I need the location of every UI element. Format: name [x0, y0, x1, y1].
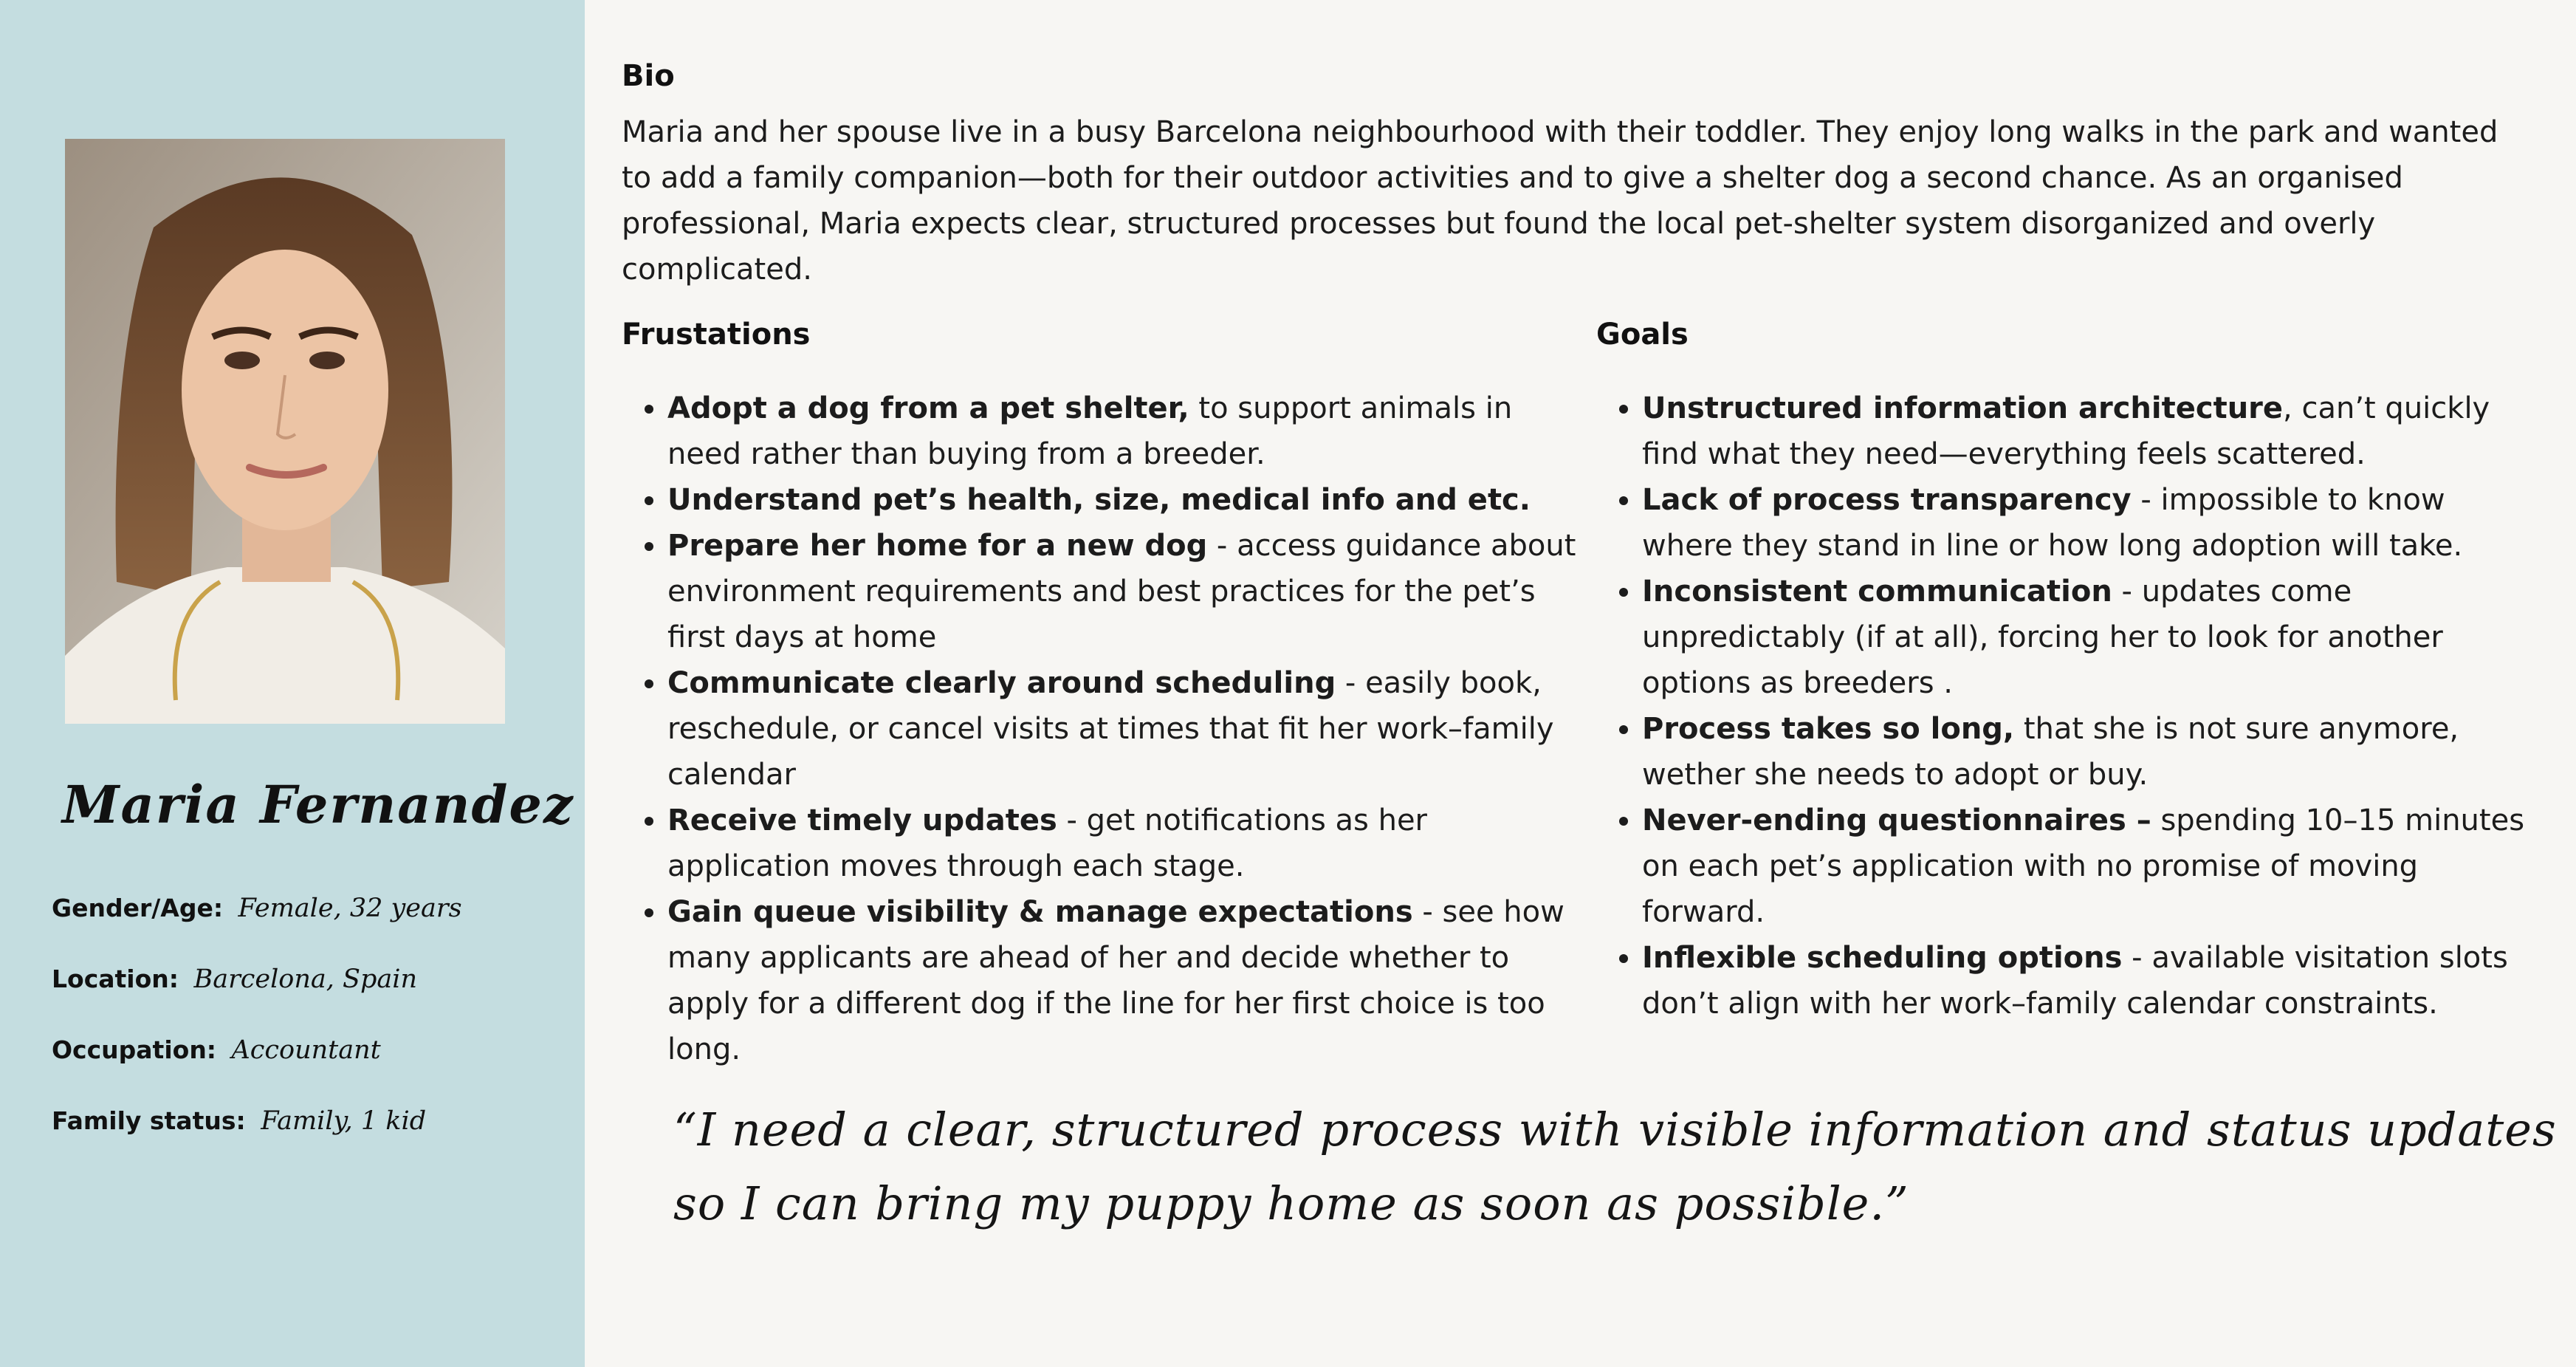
list-item [667, 386, 1590, 477]
list-item [1642, 706, 2543, 798]
item-bold: Prepare her home for a new dog [667, 529, 1208, 563]
item-bold: Inflexible scheduling options [1642, 941, 2123, 975]
list-item [1642, 569, 2543, 706]
profile-sidebar [0, 0, 585, 1367]
item-text: - easily book, reschedule, or cancel visits at times that fit her work–family calendar [667, 666, 1554, 792]
field-value: Female, 32 years [238, 894, 462, 923]
list-item [667, 798, 1590, 889]
item-text: - available visitation slots don’t align with her work–family calendar constraints. [1642, 941, 2508, 1021]
item-bold: Receive timely updates [667, 804, 1057, 837]
persona-name: Maria Fernandez [62, 774, 574, 835]
portrait-illustration [65, 139, 505, 724]
frustations-heading: Frustations [622, 318, 811, 352]
field-value: Accountant [231, 1035, 381, 1065]
item-bold: Communicate clearly around scheduling [667, 666, 1336, 700]
field-value: Family, 1 kid [261, 1106, 427, 1136]
item-text: to support animals in need rather than buying from a breeder. [667, 391, 1513, 471]
item-bold: Process takes so long, [1642, 712, 2015, 746]
item-text: - get notifications as her application moves through each stage. [667, 804, 1427, 883]
item-text: - access guidance about environment requirements and best practices for the pet’s first days at home [667, 529, 1576, 654]
bio-heading: Bio [622, 59, 675, 93]
list-item [1642, 386, 2543, 477]
field-value: Barcelona, Spain [193, 965, 418, 994]
item-text: - impossible to know where they stand in line or how long adoption will take. [1642, 483, 2463, 563]
list-item [667, 889, 1590, 1072]
field-label: Gender/Age: [52, 894, 224, 922]
list-item [1642, 798, 2543, 935]
bio-text: Maria and her spouse live in a busy Barcelona neighbourhood with their toddler. They enjoy long walks in the park and wanted to add a family companion—both for their outdoor activities and to give a shelter dog a second chance. As an organised professional, Maria expects clear, structured processes but found the local pet-shelter system disorganized and overly complicated. [622, 115, 2498, 287]
profile-photo [65, 139, 505, 724]
item-text: spending 10–15 minutes on each pet’s application with no promise of moving forward. [1642, 804, 2525, 929]
item-text: - see how many applicants are ahead of her and decide whether to apply for a different dog if the line for her first choice is too long. [667, 895, 1565, 1066]
item-text: - updates come unpredictably (if at all), forcing her to look for another options as breeders . [1642, 575, 2443, 700]
field-family-status [52, 1106, 426, 1136]
list-item [1642, 477, 2543, 569]
goals-list [1596, 386, 2543, 1027]
field-label: Occupation: [52, 1035, 217, 1064]
list-item [667, 660, 1590, 798]
item-bold: Adopt a dog from a pet shelter, [667, 391, 1189, 425]
item-bold: Lack of process transparency [1642, 483, 2132, 517]
item-text: , can’t quickly find what they need—everything feels scattered. [1642, 391, 2490, 471]
item-bold: Unstructured information architecture [1642, 391, 2284, 425]
goals-heading: Goals [1596, 318, 1689, 352]
item-text: that she is not sure anymore, wether she needs to adopt or buy. [1642, 712, 2459, 792]
field-gender-age [52, 894, 462, 923]
frustations-list [622, 386, 1590, 1072]
item-bold: Understand pet’s health, size, medical info and etc. [667, 483, 1531, 517]
field-label: Location: [52, 965, 179, 993]
item-bold: Gain queue visibility & manage expectations [667, 895, 1413, 929]
list-item [667, 523, 1590, 660]
list-item [667, 477, 1590, 523]
persona-quote: “I need a clear, structured process with visible information and status updates so I can bring my puppy home as soon as possible.” [673, 1103, 2557, 1230]
item-bold: Never-ending questionnaires – [1642, 804, 2151, 837]
field-label: Family status: [52, 1106, 246, 1135]
list-item [1642, 935, 2543, 1027]
item-bold: Inconsistent communication [1642, 575, 2112, 609]
field-occupation [52, 1035, 381, 1065]
field-location [52, 965, 417, 994]
